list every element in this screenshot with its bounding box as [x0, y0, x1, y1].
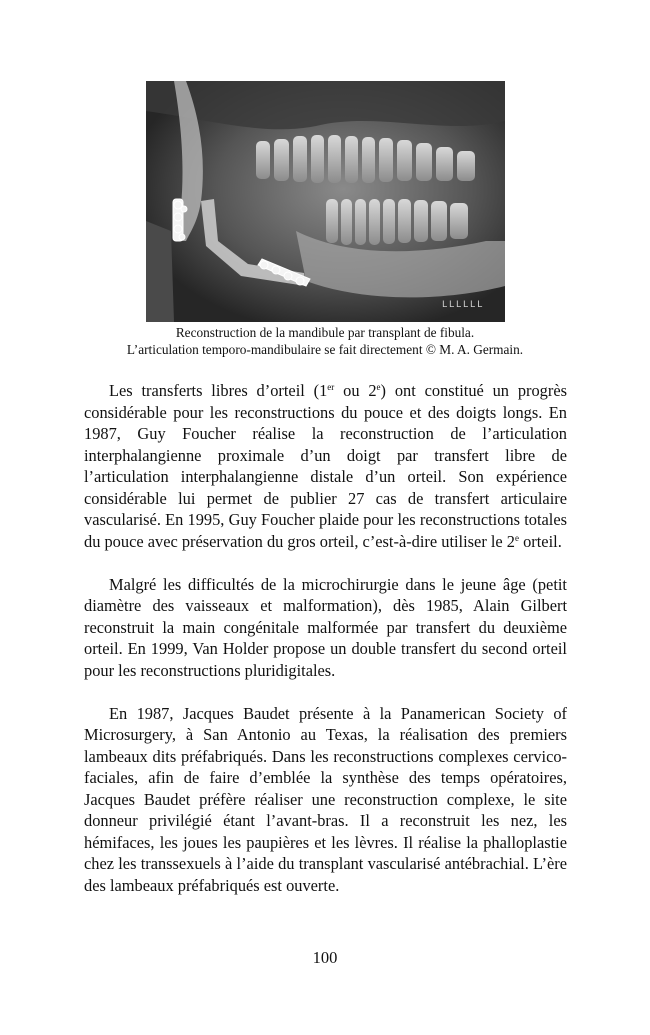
paragraph-1-text-b: ou 2 — [334, 381, 377, 400]
page-number: 100 — [312, 948, 338, 967]
caption-line-1: Reconstruction de la mandibule par transplant de fibula. — [175, 325, 475, 340]
superscript-e-2: e — [515, 532, 519, 543]
paragraph-1-text-c: ) ont constitué un progrès considérable pour les reconstructions du pouce et des doigts longs. En 1987, Guy Foucher réalise la reconstruction de l’articulation interphalangienne proximale d’un doigt par transfert libre de l’articulation interphalangienne distale d’un orteil. Son expérience considérable lui permet de publier 27 cas de transfert articulaire vascularisé. En 1995, Guy Foucher plaide pour les reconstructions totales du pouce avec préservation du gros orteil, c’est-à-dire utiliser le 2 — [84, 381, 567, 551]
body-text — [84, 380, 567, 896]
spine-shadow — [146, 221, 174, 322]
xray-figure — [146, 81, 505, 322]
paragraph-1-text-a: Les transferts libres d’orteil (1 — [109, 381, 328, 400]
paragraph-1-text-d: orteil. — [519, 531, 562, 551]
figure-caption — [60, 324, 590, 358]
superscript-er: er — [327, 382, 335, 392]
paragraph-1 — [84, 380, 567, 552]
superscript-e: e — [376, 382, 381, 392]
paragraph-2: Malgré les difficultés de la microchirurgie dans le jeune âge (petit diamètre des vaisseaux et malformation), dès 1985, Alain Gilbert reconstruit la main congénitale malformée par transfert du deuxième orteil. En 1999, Van Holder propose un double transfert du second orteil pour les reconstructions pluridigitales. — [84, 574, 567, 680]
caption-line-2: L’articulation temporo-mandibulaire se fait directement © M. A. Germain. — [126, 342, 524, 357]
xray-image — [146, 81, 505, 322]
paragraph-3: En 1987, Jacques Baudet présente à la Panamerican Society of Microsurgery, à San Antonio au Texas, la réalisation des premiers lambeaux dits préfabriqués. Dans les reconstructions complexes cervico-faciales, afin de faire d’emblée la synthèse des temps opératoires, Jacques Baudet préfère réaliser une reconstruction complexe, le site donneur privilégié étant l’avant-bras. Il a reconstruit les nez, les hémifaces, les joues les paupières et les lèvres. Il réalise la phalloplastie chez les transsexuels à l’aide du transplant vascularisé antébrachial. L’ère des lambeaux préfabriqués est ouverte. — [84, 703, 567, 895]
film-marker: LLLLLL — [442, 300, 485, 310]
